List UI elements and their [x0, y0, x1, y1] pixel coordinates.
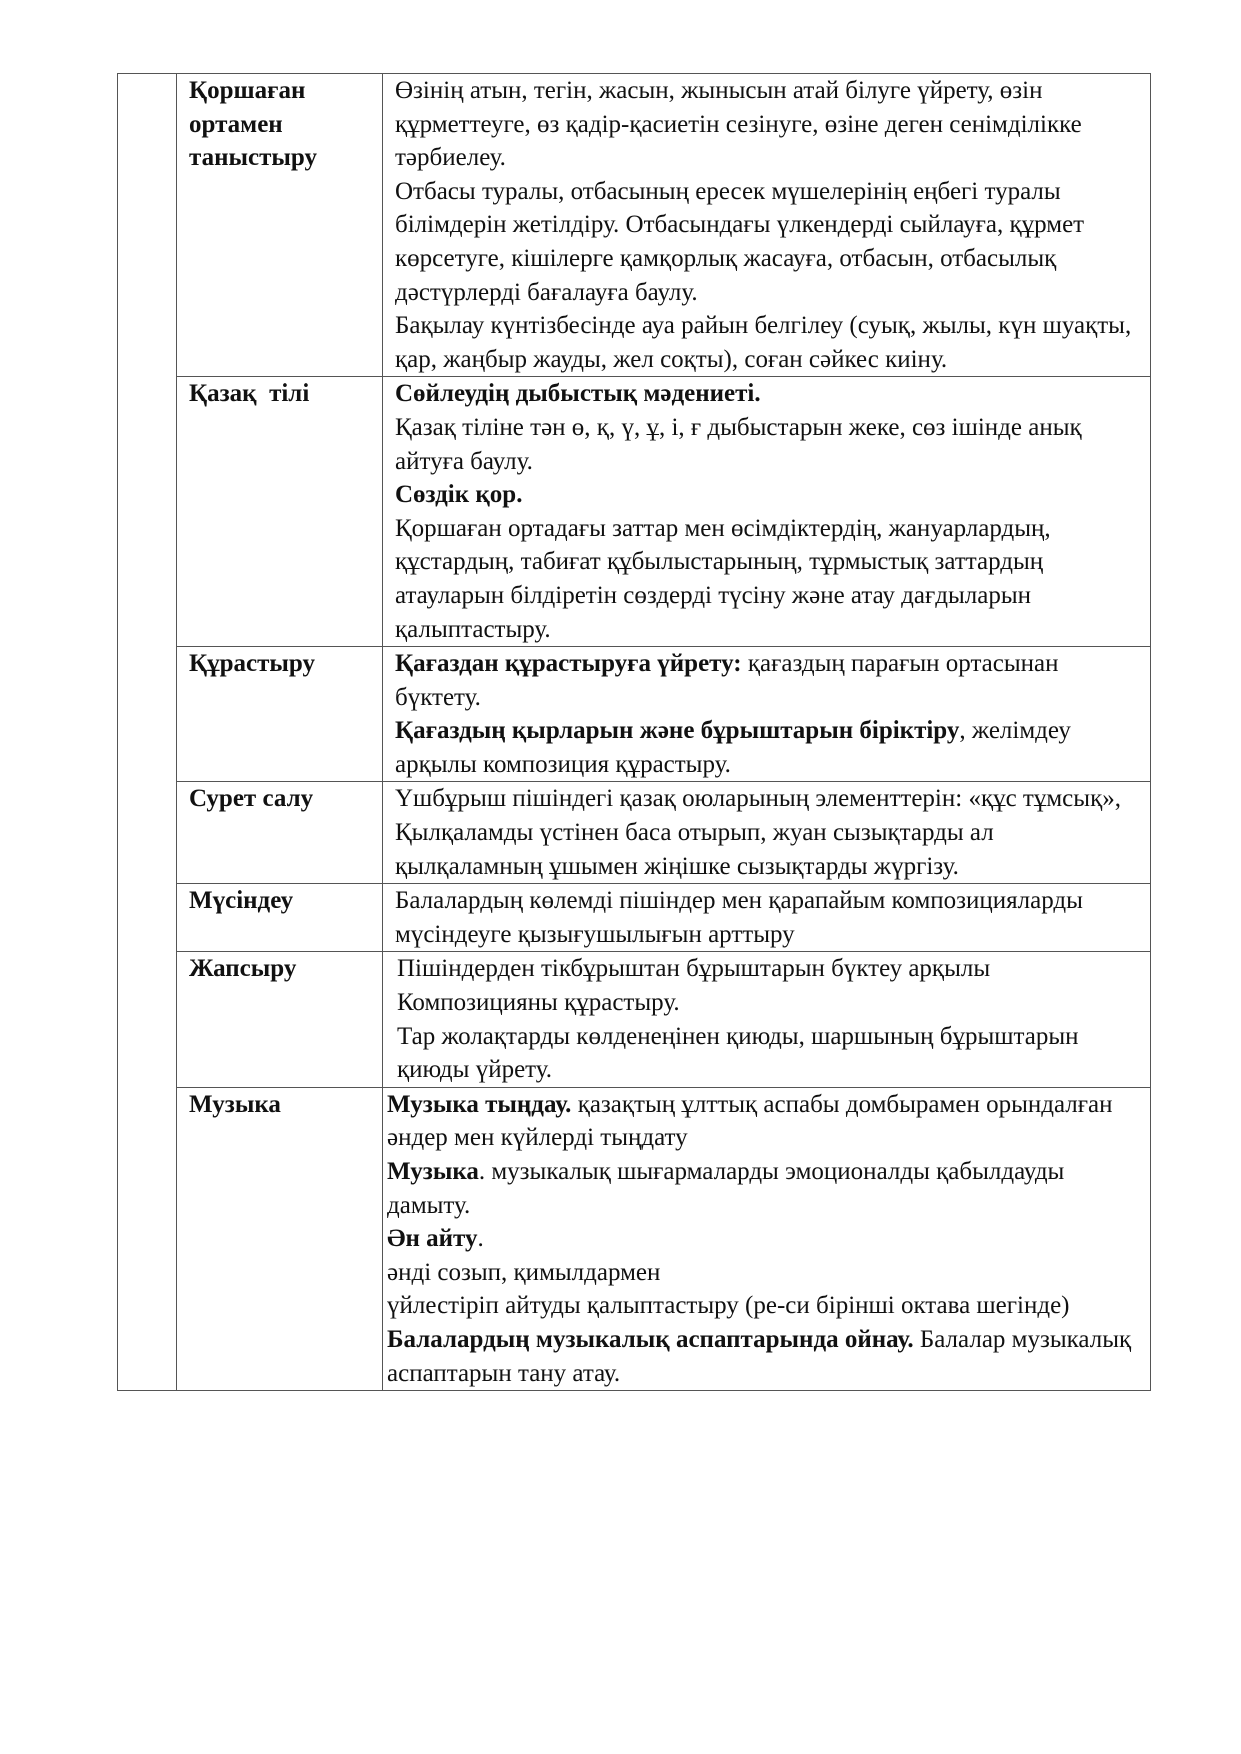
content-text: . [477, 1225, 484, 1253]
content-cell [383, 74, 1151, 377]
subject-cell: Қазақ тілі [177, 377, 383, 647]
content-paragraph: Бақылау күнтізбесінде ауа райын белгілеу (суық, жылы, күн шуақты, қар, жаңбыр жауды, жел соқты), соған сәйкес киіну. [395, 312, 1132, 373]
table-row [118, 782, 1151, 884]
table-row [118, 377, 1151, 647]
content-cell [383, 952, 1151, 1087]
content-text: . музыкалық шығармаларды эмоционалды қабылдауды дамыту. [387, 1158, 1065, 1219]
content-cell [383, 377, 1151, 647]
content-cell [383, 647, 1151, 782]
subject-cell: Сурет салу [177, 782, 383, 884]
content-cell [383, 1087, 1151, 1390]
subject-cell: Қоршаған ортамен таныстыру [177, 74, 383, 377]
content-cell [383, 782, 1151, 884]
table-row [118, 1087, 1151, 1390]
curriculum-table [117, 73, 1151, 1391]
content-paragraph: Қылқаламды үстінен баса отырып, жуан сызықтарды ал қылқаламның ұшымен жіңішке сызықтарды жүргізу. [395, 819, 994, 880]
content-bold-lead: Музыка [387, 1158, 479, 1185]
content-paragraph: Тар жолақтарды көлденеңінен қиюды, шаршының бұрыштарын қиюды үйрету. [397, 1022, 1079, 1084]
table-row [118, 884, 1151, 952]
table-row [118, 952, 1151, 1087]
content-heading: Сөйлеудің дыбыстық мәдениеті. [395, 380, 761, 408]
content-paragraph [387, 1222, 1142, 1256]
content-bold-lead: Музыка тыңдау. [387, 1090, 572, 1118]
document-page [117, 73, 1150, 1391]
content-paragraph: Өзінің атын, тегін, жасын, жынысын атай білуге үйрету, өзін құрметтеуге, өз қадір-қасиетін сезінуге, өзіне деген сенімділікке тәрбиелеу. [395, 77, 1082, 172]
content-paragraph: Балалардың көлемді пішіндер мен қарапайым композицияларды мүсіндеуге қызығушылығын арттыру [395, 887, 1083, 948]
table-row [118, 647, 1151, 782]
empty-column-cell [118, 74, 177, 1391]
content-paragraph: Үшбұрыш пішіндегі қазақ оюларының элементтерін: «құс тұмсық», [395, 785, 1121, 813]
content-paragraph: Отбасы туралы, отбасының ересек мүшелерінің еңбегі туралы білімдерін жетілдіру. Отбасындағы үлкендерді сыйлауға, құрмет көрсетуге, кішілерге қамқорлық жасауға, отбасын, отбасылық дәстүрлерді бағалауға баулу. [395, 177, 1085, 306]
content-bold-lead: Қағаздан құрастыруға үйрету: [395, 650, 742, 678]
subject-cell: Жапсыру [177, 952, 383, 1087]
content-text: Балалар музыкалық аспаптарын тану атау. [387, 1325, 1132, 1387]
content-cell [383, 884, 1151, 952]
content-text: , желімдеу арқылы композиция құрастыру. [395, 717, 1071, 778]
content-paragraph [387, 1323, 1142, 1390]
subject-cell: Музыка [177, 1087, 383, 1390]
content-bold-lead: Қағаздың қырларын және бұрыштарын біріктіру [395, 717, 960, 745]
subject-cell: Мүсіндеу [177, 884, 383, 952]
content-text: қағаздың парағын ортасынан бүктету. [395, 650, 1059, 711]
content-paragraph: әнді созып, қимылдармен [387, 1258, 661, 1286]
content-paragraph [387, 1155, 1142, 1222]
content-paragraph: Пішіндерден тікбұрыштан бұрыштарын бүктеу арқылы Композицияны құрастыру. [397, 955, 991, 1017]
table-row [118, 74, 1151, 377]
subject-cell: Құрастыру [177, 647, 383, 782]
content-paragraph [395, 714, 1142, 781]
content-paragraph [387, 1088, 1142, 1155]
content-bold-lead: Ән айту [387, 1225, 478, 1253]
content-paragraph [395, 647, 1142, 714]
content-paragraph: Қазақ тіліне тән ө, қ, ү, ұ, і, ғ дыбыстарын жеке, сөз ішінде анық айтуға баулу. [395, 413, 1082, 475]
content-paragraph: Қоршаған ортадағы заттар мен өсімдіктердің, жануарлардың, құстардың, табиғат құбылыстарының, тұрмыстық заттардың атауларын білдіретін сөздерді түсіну және атау дағдыларын қалыптастыру. [395, 514, 1051, 643]
content-paragraph: үйлестіріп айтуды қалыптастыру (ре-си бірінші октава шегінде) [387, 1292, 1070, 1320]
content-heading: Сөздік қор. [395, 481, 523, 509]
content-bold-lead: Балалардың музыкалық аспаптарында ойнау. [387, 1325, 914, 1353]
content-text: қазақтың ұлттық аспабы домбырамен орындалған әндер мен күйлерді тыңдату [387, 1090, 1113, 1152]
